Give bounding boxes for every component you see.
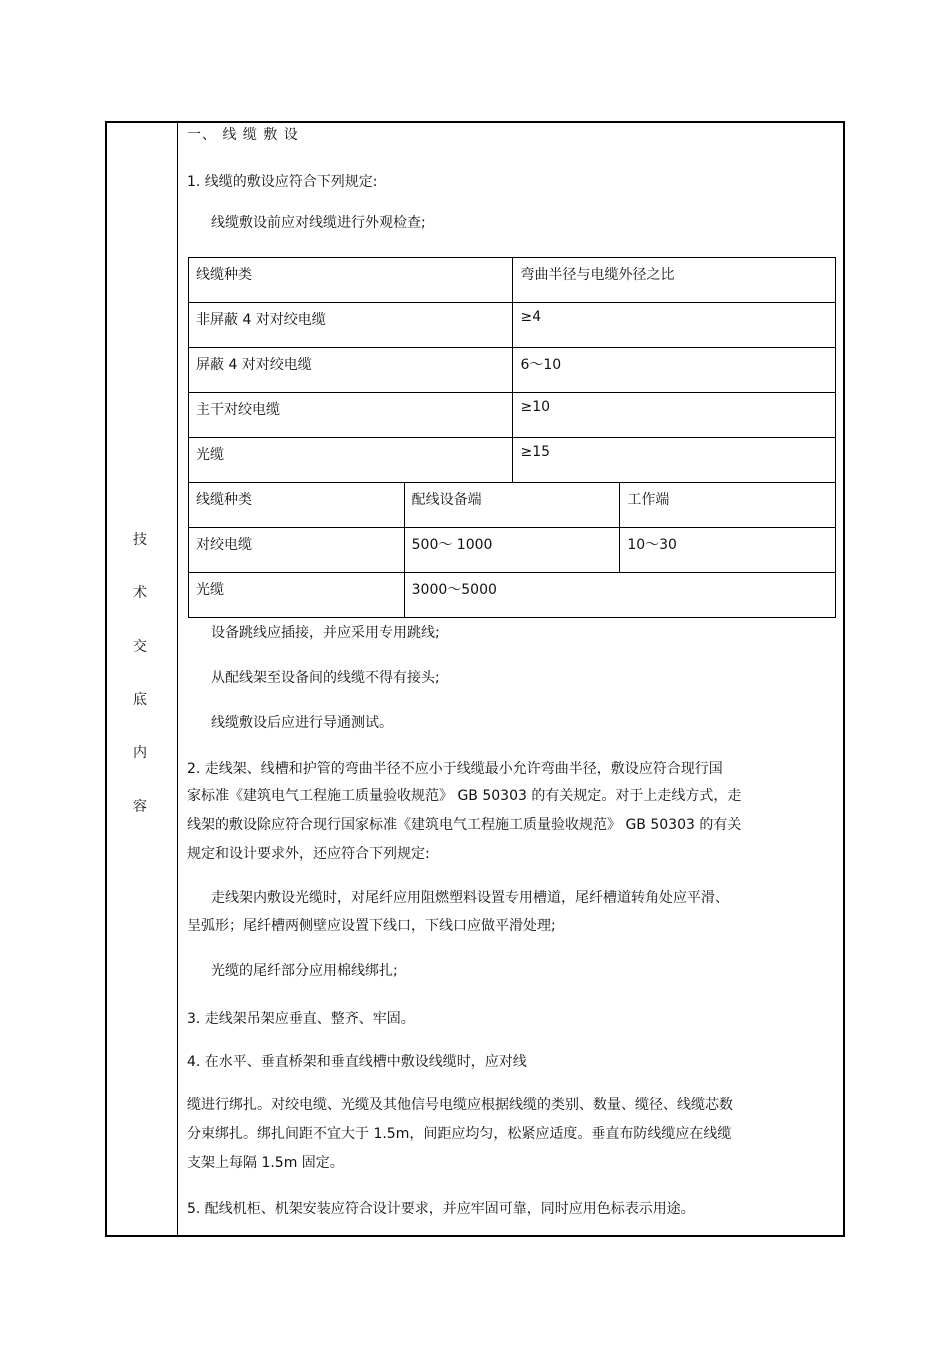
table-cell: 屏蔽 4 对对绞电缆 (189, 348, 513, 393)
table-header-cell: 线缆种类 (189, 258, 513, 303)
table-header-cell: 弯曲半径与电缆外径之比 (513, 258, 836, 303)
item-5: 5. 配线机柜、机架安装应符合设计要求，并应牢固可靠，同时应用色标表示用途。 (187, 1201, 695, 1217)
table-cell: 非屏蔽 4 对对绞电缆 (189, 303, 513, 348)
table-header-cell: 配线设备端 (404, 483, 620, 528)
table-row (189, 258, 836, 303)
section-heading: 一、 线 缆 敷 设 (187, 127, 299, 143)
side-label-char: 容 (133, 799, 147, 815)
table-cell: 500～ 1000 (404, 528, 620, 573)
cable-length-table (188, 482, 836, 618)
item-1-sub: 线缆敷设前应对线缆进行外观检查; (211, 215, 426, 231)
paragraph: 线缆敷设后应进行导通测试。 (211, 715, 393, 731)
table-row (189, 303, 836, 348)
table-header-cell: 线缆种类 (189, 483, 405, 528)
column-divider (177, 121, 178, 1237)
table-row (189, 348, 836, 393)
item-2-sub-b: 光缆的尾纤部分应用棉线绑扎; (211, 963, 398, 979)
table-row (189, 438, 836, 483)
table-row (189, 528, 836, 573)
side-label-char: 技 (133, 532, 147, 548)
side-label-char: 底 (133, 692, 147, 708)
item-4-line: 支架上每隔 1.5m 固定。 (187, 1155, 344, 1171)
table-cell: 对绞电缆 (189, 528, 405, 573)
side-label-char: 内 (133, 745, 147, 761)
table-cell: 光缆 (189, 438, 513, 483)
table-row (189, 483, 836, 528)
item-1-title: 1. 线缆的敷设应符合下列规定: (187, 174, 378, 190)
item-2-line: 线架的敷设除应符合现行国家标准《建筑电气工程施工质量验收规范》 GB 50303 的有关 (187, 817, 742, 833)
table-row (189, 393, 836, 438)
table-cell: 主干对绞电缆 (189, 393, 513, 438)
item-2-line: 家标准《建筑电气工程施工质量验收规范》 GB 50303 的有关规定。对于上走线方式，走 (187, 788, 742, 804)
bend-radius-table (188, 257, 836, 483)
item-3: 3. 走线架吊架应垂直、整齐、牢固。 (187, 1011, 415, 1027)
item-2-line: 2. 走线架、线槽和护管的弯曲半径不应小于线缆最小允许弯曲半径，敷设应符合现行国 (187, 761, 723, 777)
paragraph: 从配线架至设备间的线缆不得有接头; (211, 670, 440, 686)
table-cell: 10～30 (620, 528, 836, 573)
side-label-char: 术 (133, 585, 147, 601)
item-4-line: 缆进行绑扎。对绞电缆、光缆及其他信号电缆应根据线缆的类别、数量、缆径、线缆芯数 (187, 1097, 733, 1113)
table-row (189, 573, 836, 618)
table-cell: 3000～5000 (404, 573, 835, 618)
item-4-line: 4. 在水平、垂直桥架和垂直线槽中敷设线缆时，应对线 (187, 1054, 527, 1070)
paragraph: 设备跳线应插接，并应采用专用跳线; (211, 625, 440, 641)
table-cell: 光缆 (189, 573, 405, 618)
side-label-char: 交 (133, 639, 147, 655)
table-cell: ≥15 (513, 438, 836, 483)
item-2-sub-a-line: 呈弧形；尾纤槽两侧壁应设置下线口，下线口应做平滑处理; (187, 918, 556, 934)
item-4-line: 分束绑扎。绑扎间距不宜大于 1.5m，间距应均匀，松紧应适度。垂直布防线缆应在线缆 (187, 1126, 732, 1142)
table-cell: 6～10 (513, 348, 836, 393)
table-cell: ≥10 (513, 393, 836, 438)
item-2-line: 规定和设计要求外，还应符合下列规定: (187, 846, 430, 862)
table-header-cell: 工作端 (620, 483, 836, 528)
table-cell: ≥4 (513, 303, 836, 348)
item-2-sub-a-line: 走线架内敷设光缆时，对尾纤应用阻燃塑料设置专用槽道，尾纤槽道转角处应平滑、 (211, 890, 729, 906)
